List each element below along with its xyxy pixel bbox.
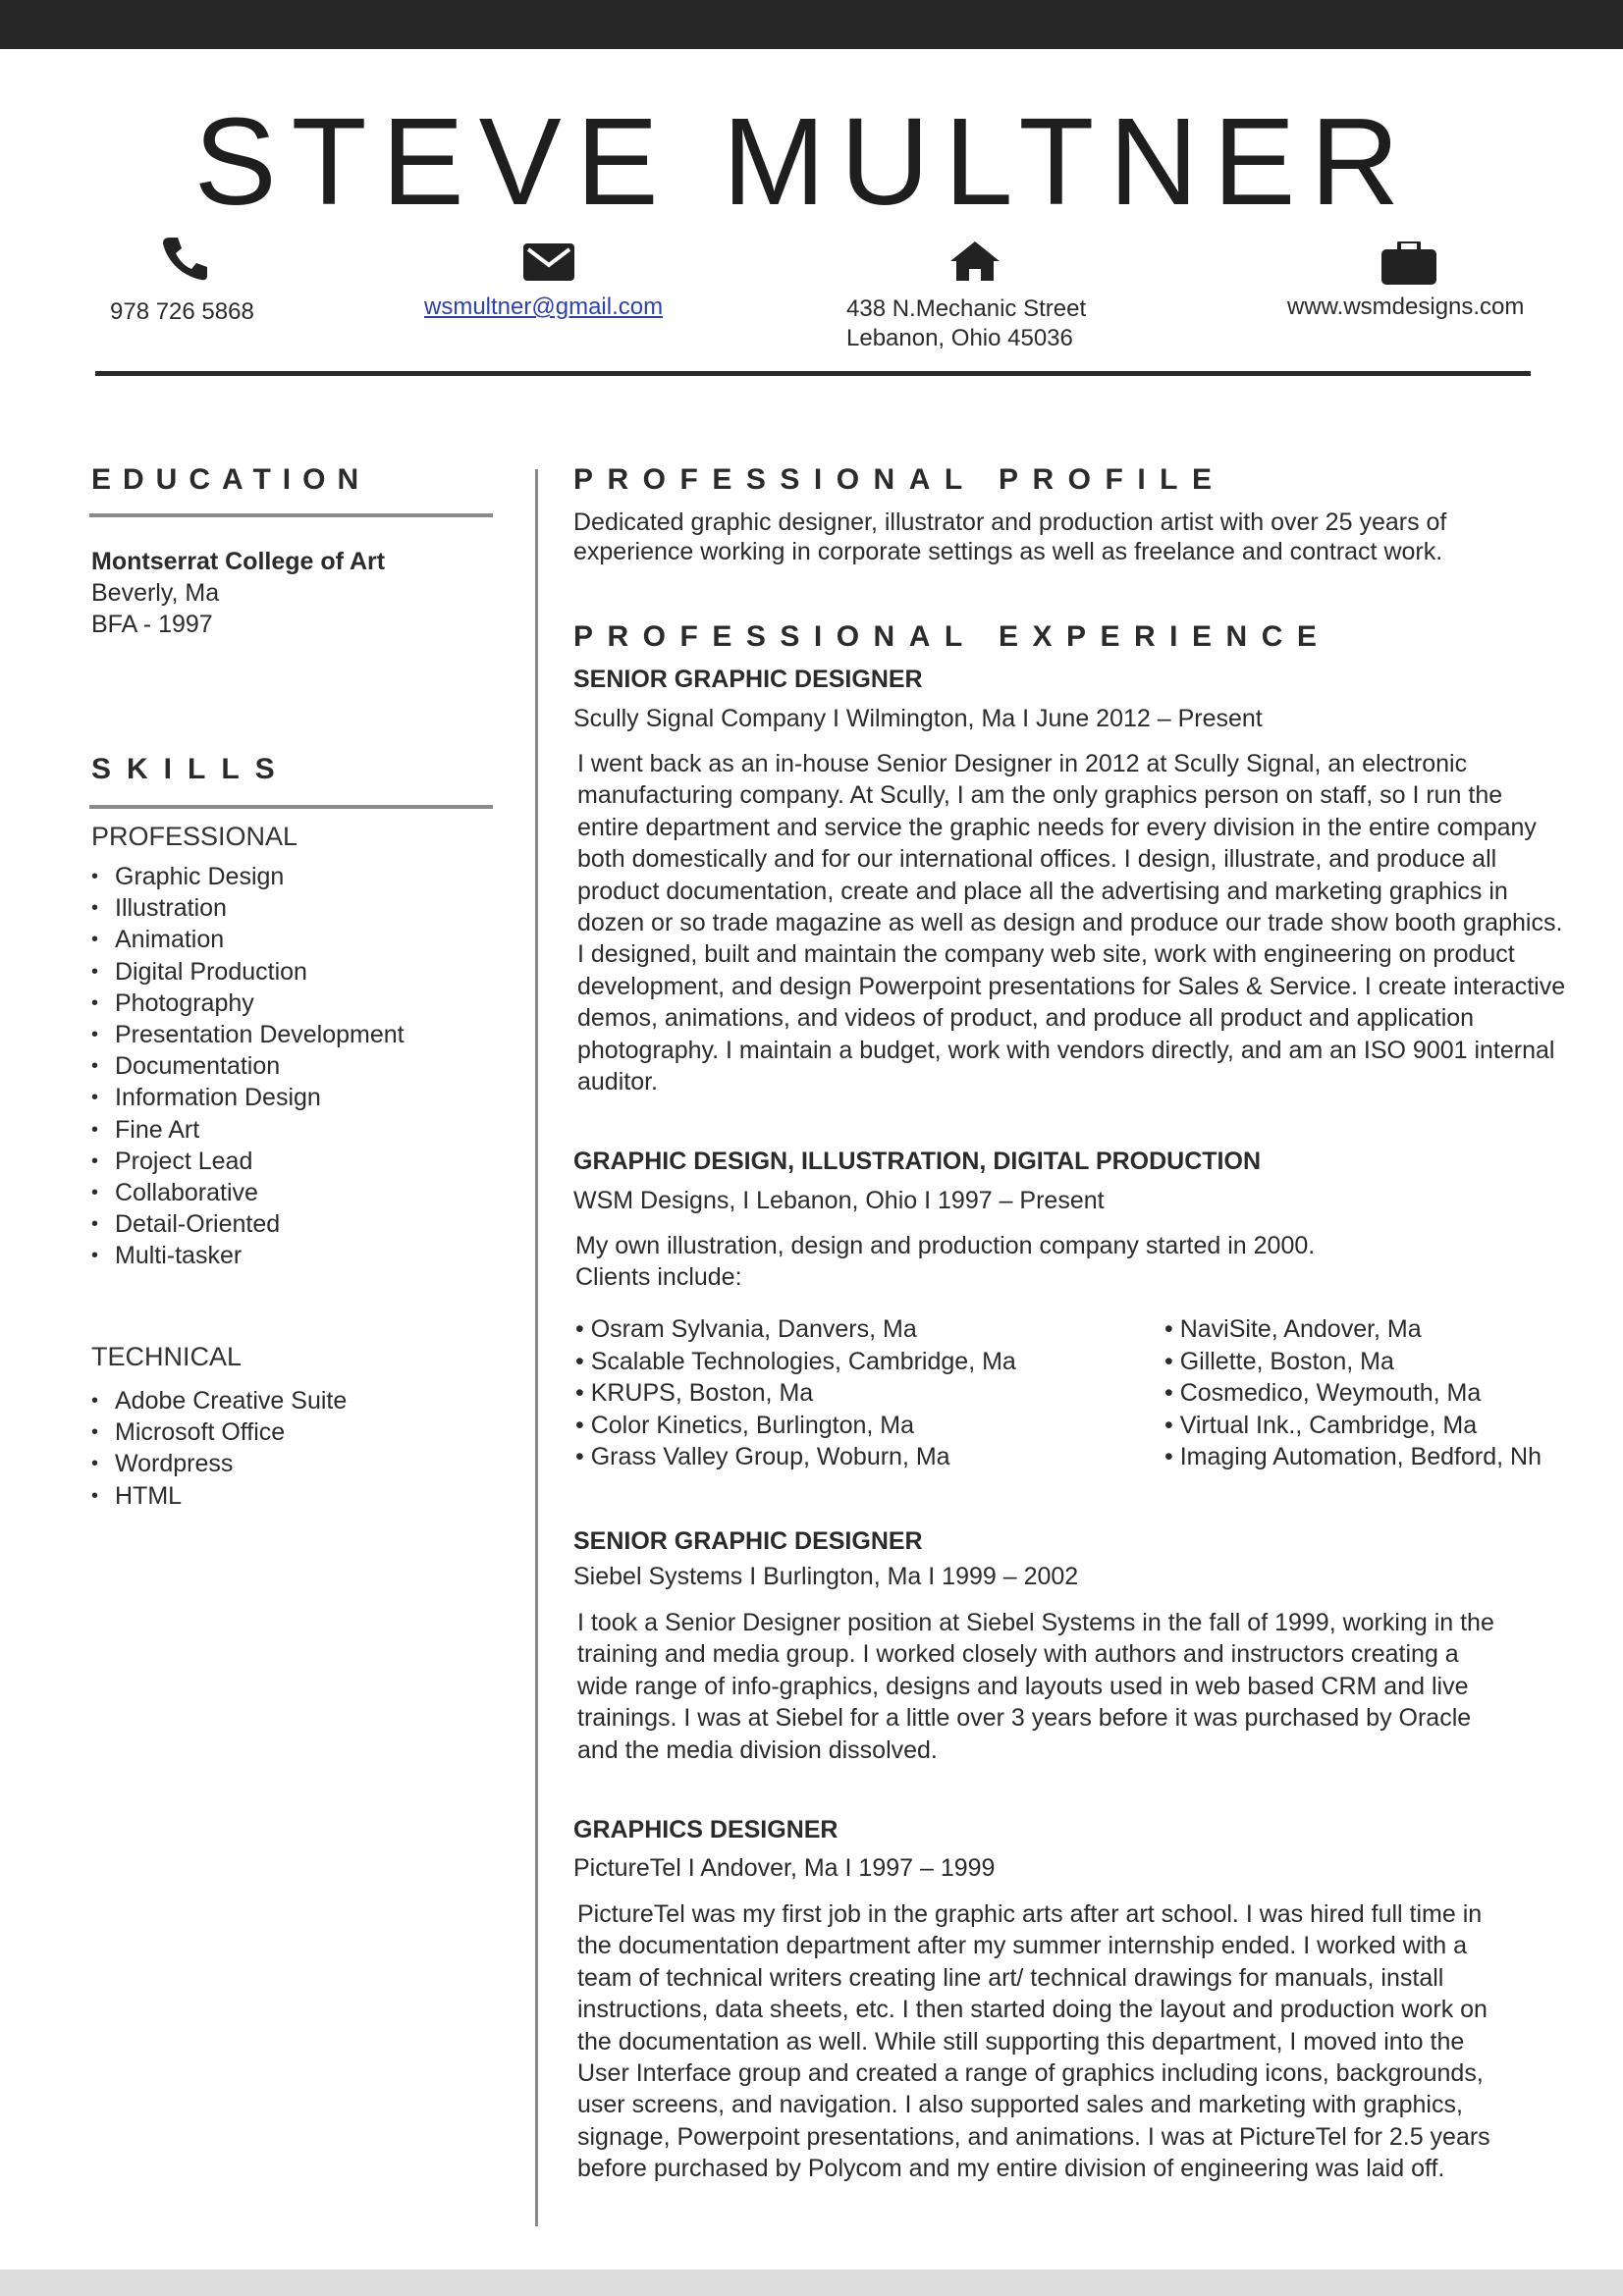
skill-item: • Information Design [91, 1082, 405, 1113]
job-description: I took a Senior Designer position at Siebel Systems in the fall of 1999, working in the training and media group. I worked closely with authors and instructors creating a wide range of info-graphics, designs and layouts used in web based CRM and live trainings. I was at Siebel for a little over 3 years before it was purchased by Oracle and the media division dissolved. [577, 1609, 1494, 1764]
skill-item: • Collaborative [91, 1177, 405, 1208]
skill-item: • HTML [91, 1480, 347, 1512]
bottom-bar [0, 2269, 1623, 2296]
column-divider [535, 469, 538, 2226]
address-line-1: 438 N.Mechanic Street [846, 295, 1087, 322]
skill-item: • Animation [91, 924, 405, 955]
skills-divider [89, 805, 493, 809]
skill-item: • Detail-Oriented [91, 1208, 405, 1240]
skill-item: • Graphic Design [91, 861, 405, 892]
skill-item: • Project Lead [91, 1146, 405, 1177]
job-description-line: Clients include: [575, 1263, 742, 1291]
education-heading: EDUCATION [91, 463, 371, 496]
skill-item: • Presentation Development [91, 1019, 405, 1050]
job-meta: WSM Designs, I Lebanon, Ohio I 1997 – Present [573, 1187, 1105, 1214]
skill-item: • Adobe Creative Suite [91, 1385, 347, 1416]
technical-skills-label: TECHNICAL [91, 1342, 243, 1371]
skill-item: • Fine Art [91, 1114, 405, 1146]
header-divider [95, 371, 1531, 376]
skill-item: • Digital Production [91, 956, 405, 988]
degree: BFA - 1997 [91, 611, 213, 638]
skill-item: • Wordpress [91, 1448, 347, 1479]
home-icon [948, 240, 998, 285]
client-item: • Gillette, Boston, Ma [1164, 1347, 1394, 1375]
candidate-name: STEVE MULTNER [193, 92, 1415, 231]
client-item: • Virtual Ink., Cambridge, Ma [1164, 1411, 1478, 1439]
job-description-line: My own illustration, design and production company started in 2000. [575, 1232, 1316, 1259]
skills-heading: SKILLS [91, 753, 291, 785]
job-title: GRAPHIC DESIGN, ILLUSTRATION, DIGITAL PRODUCTION [573, 1148, 1261, 1175]
skill-item: • Illustration [91, 892, 405, 924]
job-description: PictureTel was my first job in the graphic arts after art school. I was hired full time in the documentation department after my summer internship ended. I worked with a team of technical writers creating line art/ technical drawings for manuals, install instructions, data sheets, etc. I then started doing the layout and production work on the documentation as well. While still supporting this department, I moved into the User Interface group and created a range of graphics including icons, backgrounds, user screens, and navigation. I also supported sales and marketing with graphics, signage, Powerpoint presentations, and animations. I was at PictureTel for 2.5 years before purchased by Polycom and my entire division of engineering was laid off. [577, 1900, 1490, 2183]
skill-item: • Multi-tasker [91, 1240, 405, 1271]
email-link[interactable]: wsmultner@gmail.com [424, 294, 664, 320]
job-title: GRAPHICS DESIGNER [573, 1816, 839, 1843]
client-item: • NaviSite, Andover, Ma [1164, 1315, 1422, 1343]
school-name: Montserrat College of Art [91, 548, 386, 575]
briefcase-icon [1381, 241, 1431, 287]
client-item: • Color Kinetics, Burlington, Ma [575, 1411, 915, 1439]
phone-icon [160, 236, 209, 281]
client-item: • KRUPS, Boston, Ma [575, 1379, 814, 1407]
education-block [91, 546, 385, 640]
job-meta: PictureTel I Andover, Ma I 1997 – 1999 [573, 1854, 996, 1882]
profile-text: Dedicated graphic designer, illustrator and production artist with over 25 years of experience working in corporate settings as well as freelance and contract work. [573, 508, 1447, 565]
clients-list-left [575, 1313, 1016, 1473]
job-meta: Scully Signal Company I Wilmington, Ma I June 2012 – Present [573, 705, 1263, 732]
job-description: I went back as an in-house Senior Designer in 2012 at Scully Signal, an electronic manufacturing company. At Scully, I am the only graphics person on staff, so I run the entire department and service the graphic needs for every division in the entire company both domestically and for our international offices. I design, illustrate, and produce all product documentation, create and place all the advertising and marketing graphics in dozen or so trade magazine as well as design and produce our trade show booth graphics. I designed, built and maintain the company web site, work with engineering on product development, and design Powerpoint presentations for Sales & Service. I create interactive demos, animations, and videos of product, and produce all product and application photography. I maintain a budget, work with vendors directly, and am an ISO 9001 internal auditor. [577, 750, 1566, 1096]
professional-skills-list [91, 861, 405, 1272]
address-line-2: Lebanon, Ohio 45036 [846, 325, 1073, 351]
job-title: SENIOR GRAPHIC DESIGNER [573, 666, 923, 693]
website-url: www.wsmdesigns.com [1287, 294, 1525, 320]
job-title: SENIOR GRAPHIC DESIGNER [573, 1527, 923, 1555]
technical-skills-list [91, 1385, 347, 1512]
education-divider [89, 513, 493, 517]
client-item: • Scalable Technologies, Cambridge, Ma [575, 1347, 1016, 1375]
professional-skills-label: PROFESSIONAL [91, 822, 298, 851]
skill-item: • Documentation [91, 1050, 405, 1082]
client-item: • Grass Valley Group, Woburn, Ma [575, 1443, 950, 1470]
skill-item: • Photography [91, 988, 405, 1019]
phone-number: 978 726 5868 [110, 298, 254, 325]
client-item: • Imaging Automation, Bedford, Nh [1164, 1443, 1542, 1470]
profile-heading: PROFESSIONAL PROFILE [573, 463, 1226, 496]
envelope-icon [523, 243, 572, 289]
skill-item: • Microsoft Office [91, 1416, 347, 1448]
clients-list-right [1164, 1313, 1542, 1473]
school-location: Beverly, Ma [91, 579, 220, 607]
client-item: • Osram Sylvania, Danvers, Ma [575, 1315, 917, 1343]
top-bar [0, 0, 1623, 49]
experience-heading: PROFESSIONAL EXPERIENCE [573, 620, 1331, 653]
job-meta: Siebel Systems I Burlington, Ma I 1999 – 2002 [573, 1563, 1079, 1590]
client-item: • Cosmedico, Weymouth, Ma [1164, 1379, 1482, 1407]
